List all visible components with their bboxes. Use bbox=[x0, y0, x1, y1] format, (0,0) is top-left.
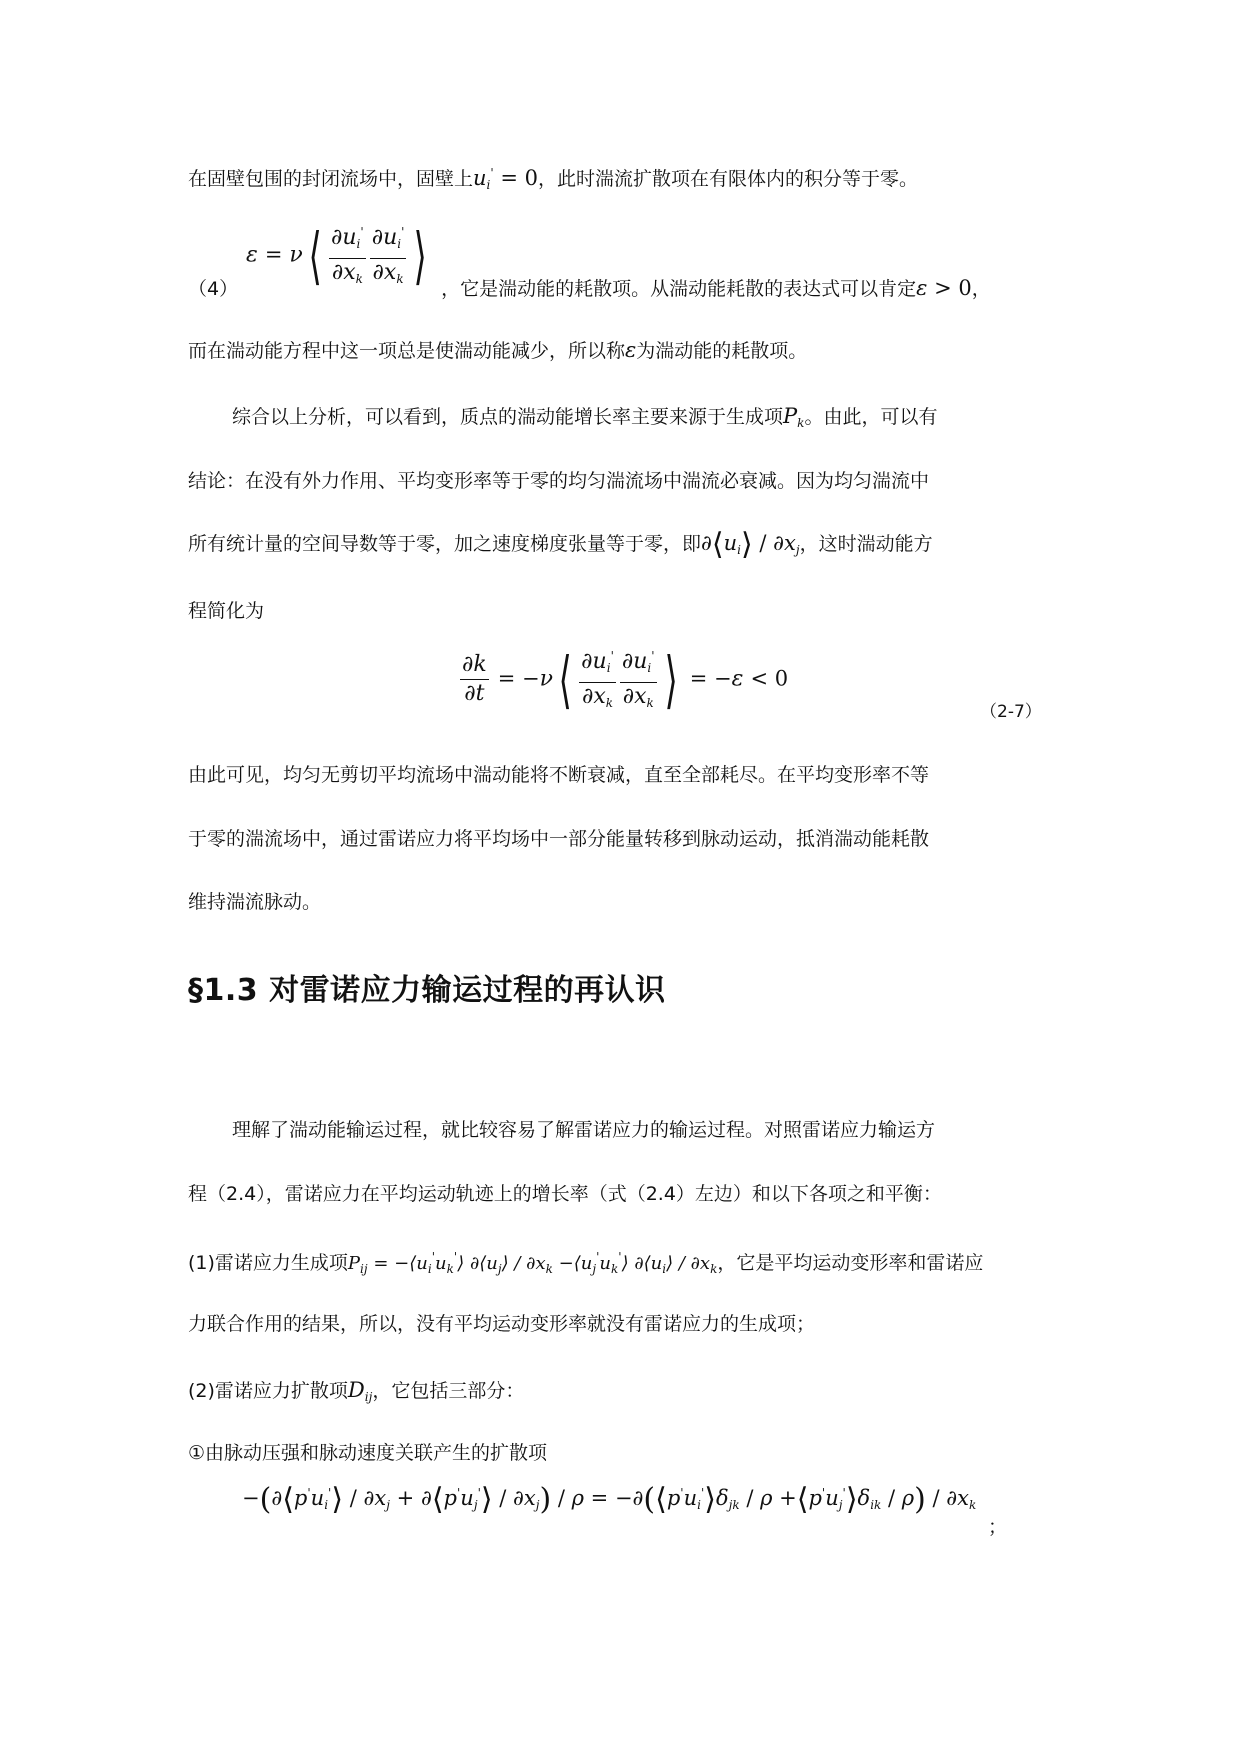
paragraph-decay-line-3: 维持湍流脉动。 bbox=[188, 891, 322, 913]
paragraph-reynolds-line-3: (1)雷诺应力生成项$P_{ij}$ = $-⟨u_i'u_k'⟩$ $\partial⟨u_j⟩ / \partial x_k$ $-⟨u_j'u_k'⟩$ $\partial⟨u_i⟩ / \partial x_k$，它是平均运动变形率和雷诺应 bbox=[188, 1250, 984, 1276]
paragraph-summary-line-2: 结论：在没有外力作用、平均变形率等于零的均匀湍流场中湍流必衰减。因为均匀湍流中 bbox=[188, 470, 930, 492]
equation-semicolon: ； bbox=[988, 1516, 1008, 1538]
paragraph-dissipation-term: 而在湍动能方程中这一项总是使湍动能减少，所以称ε为湍动能的耗散项。 bbox=[188, 338, 808, 362]
section-heading: §1.3 对雷诺应力输运过程的再认识 bbox=[188, 973, 666, 1008]
paragraph-reynolds-line-6: ①由脉动压强和脉动速度关联产生的扩散项 bbox=[188, 1442, 548, 1464]
math-velocity-gradient: $\partial⟨u_i⟩ / \partial x_j$ bbox=[701, 526, 800, 562]
equation-pressure-diffusion: $-(\partial⟨p'u_i'⟩ / \partial x_j$ + $\partial⟨p'u_j'⟩ / \partial x_j$) / $\rho = -\partial(⟨p'u_i'⟩\delta_{jk} / \rho$ $+⟨p'u_j'⟩\delta_{ik} / \rho) / \partial x_k$ bbox=[242, 1482, 977, 1517]
paragraph-decay-line-2: 于零的湍流场中，通过雷诺应力将平均场中一部分能量转移到脉动运动，抵消湍动能耗散 bbox=[188, 828, 930, 850]
paragraph-reynolds-line-4: 力联合作用的结果，所以，没有平均运动变形率就没有雷诺应力的生成项； bbox=[188, 1313, 816, 1335]
equation-epsilon-definition: ε = ν⟨ $\frac{\partial u_i'}{\partial x_k}$ $\frac{\partial u_i'}{\partial x_k}$ ⟩ bbox=[246, 218, 428, 292]
math-production-pij: $P_{ij}$ = $-⟨u_i'u_k'⟩$ $\partial⟨u_j⟩ / \partial x_k$ $-⟨u_j'u_k'⟩$ $\partial⟨u_i⟩ / \partial x_k$ bbox=[347, 1250, 718, 1276]
paragraph-summary-line-4: 程简化为 bbox=[188, 600, 265, 622]
paragraph-reynolds-line-1: 理解了湍动能输运过程，就比较容易了解雷诺应力的输运过程。对照雷诺应力输运方 bbox=[232, 1119, 936, 1141]
math-epsilon: ε bbox=[625, 338, 637, 362]
paragraph-summary-line-3: 所有统计量的空间导数等于零，加之速度梯度张量等于零，即$\partial⟨u_i⟩ / \partial x_j$，这时湍动能方 bbox=[188, 526, 933, 562]
paragraph-reynolds-line-2: 程（2.4），雷诺应力在平均运动轨迹上的增长率（式（2.4）左边）和以下各项之和平衡： bbox=[188, 1183, 942, 1205]
paragraph-reynolds-line-5: (2)雷诺应力扩散项$D_{ij}$，它包括三部分： bbox=[188, 1378, 525, 1404]
math-diffusion-dij: $D_{ij}$ bbox=[347, 1378, 373, 1404]
paragraph-dissipation: （4） ，它是湍动能的耗散项。从湍动能耗散的表达式可以肯定ε > 0， bbox=[188, 276, 991, 300]
math-production-pk: $P_k$ bbox=[783, 404, 805, 430]
math-wall-velocity: $u_i' = 0$ bbox=[473, 166, 539, 192]
paragraph-decay-line-1: 由此可见，均匀无剪切平均流场中湍动能将不断衰减，直至全部耗尽。在平均变形率不等 bbox=[188, 764, 930, 786]
paragraph-summary-line-1: 综合以上分析，可以看到，质点的湍动能增长率主要来源于生成项$P_k$。由此，可以有 bbox=[232, 404, 938, 430]
equation-number-2-7: （2-7） bbox=[980, 702, 1042, 722]
math-epsilon-positive: ε > 0 bbox=[916, 276, 972, 300]
paragraph-wall-condition: 在固壁包围的封闭流场中，固壁上$u_i' = 0$，此时湍流扩散项在有限体内的积分等于零。 bbox=[188, 166, 919, 192]
equation-2-7: $\frac{\partial k}{\partial t}$ = −ν⟨ $\frac{\partial u_i'}{\partial x_k}$ $\frac{\partial u_i'}{\partial x_k}$ ⟩ = −ε < 0 bbox=[462, 642, 789, 716]
